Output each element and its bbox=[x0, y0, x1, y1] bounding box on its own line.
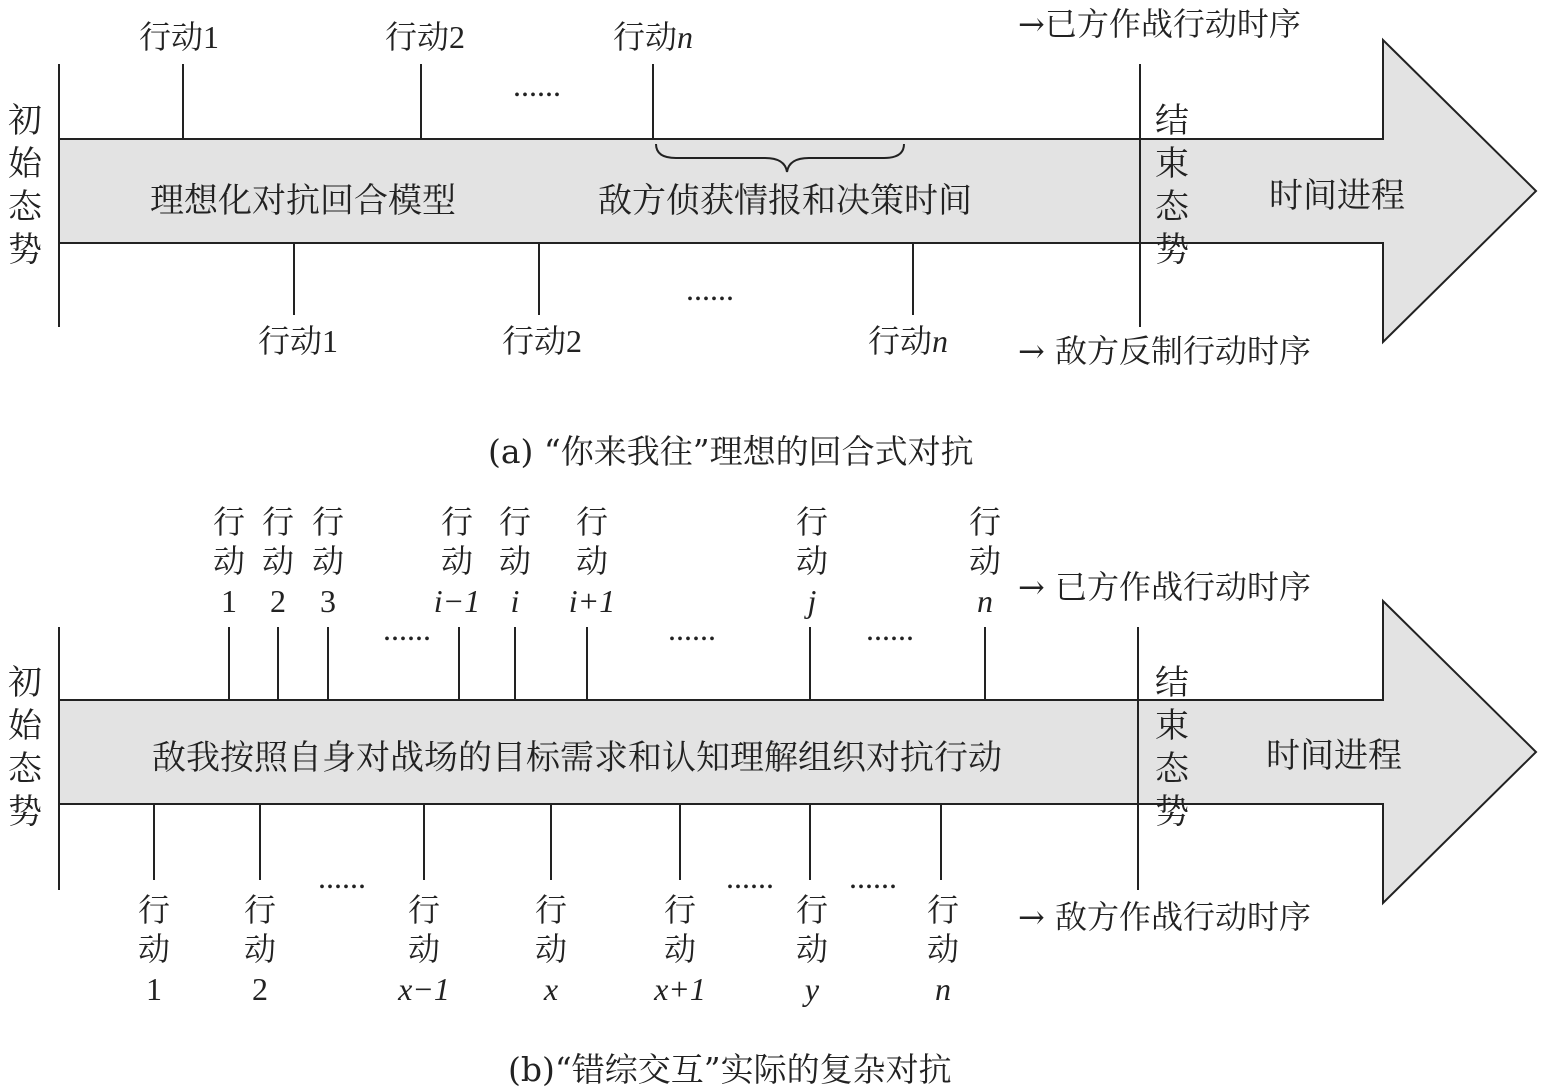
top-action-label-a: 行动n bbox=[613, 18, 694, 56]
start-state-char: 初 bbox=[8, 663, 42, 703]
svg-text:动: 动 bbox=[663, 930, 697, 968]
arrow-text-a: 时间进程 bbox=[1269, 176, 1405, 216]
svg-text:行: 行 bbox=[534, 891, 568, 929]
svg-text:行: 行 bbox=[575, 503, 609, 541]
svg-text:行: 行 bbox=[407, 891, 441, 929]
svg-text:行: 行 bbox=[663, 891, 697, 929]
svg-text:动: 动 bbox=[534, 930, 568, 968]
start-state-char: 始 bbox=[8, 706, 42, 746]
svg-text:1: 1 bbox=[221, 583, 237, 619]
svg-text:行: 行 bbox=[440, 503, 474, 541]
top-action-label-b bbox=[262, 503, 294, 619]
svg-text:动: 动 bbox=[261, 542, 295, 580]
svg-text:行: 行 bbox=[926, 891, 960, 929]
end-state-char: 态 bbox=[1155, 187, 1189, 227]
svg-text:动: 动 bbox=[795, 930, 829, 968]
start-state-char: 势 bbox=[8, 792, 42, 832]
svg-text:x: x bbox=[543, 971, 559, 1007]
top-action-label-a: 行动2 bbox=[385, 18, 466, 56]
end-state-char: 束 bbox=[1155, 706, 1189, 746]
top-action-label-b bbox=[312, 503, 344, 619]
svg-text:动: 动 bbox=[137, 930, 171, 968]
box-right-text-a: 敌方侦获情报和决策时间 bbox=[598, 181, 972, 221]
end-state-char: 态 bbox=[1155, 749, 1189, 789]
svg-text:动: 动 bbox=[440, 542, 474, 580]
start-state-char: 态 bbox=[8, 187, 42, 227]
ellipsis-a-bottom: ...... bbox=[686, 271, 734, 307]
own-sequence-label-b: → 已方作战行动时序 bbox=[1018, 568, 1311, 606]
svg-text:行: 行 bbox=[795, 891, 829, 929]
end-state-char: 结 bbox=[1155, 663, 1189, 703]
enemy-sequence-label-a: → 敌方反制行动时序 bbox=[1018, 332, 1311, 370]
svg-text:x+1: x+1 bbox=[654, 971, 706, 1007]
svg-text:动: 动 bbox=[575, 542, 609, 580]
svg-text:行: 行 bbox=[212, 503, 246, 541]
top-action-label-b bbox=[434, 503, 480, 619]
ellipsis-b-top: ...... bbox=[866, 611, 914, 647]
svg-text:1: 1 bbox=[146, 971, 162, 1007]
panel-a bbox=[8, 5, 1536, 471]
bottom-action-label-b bbox=[927, 891, 959, 1007]
svg-text:动: 动 bbox=[311, 542, 345, 580]
bottom-action-label-b bbox=[535, 891, 567, 1007]
box-text-b: 敌我按照自身对战场的目标需求和认知理解组织对抗行动 bbox=[152, 738, 1002, 778]
svg-text:i+1: i+1 bbox=[568, 583, 616, 619]
svg-text:行: 行 bbox=[311, 503, 345, 541]
start-state-char: 态 bbox=[8, 749, 42, 789]
start-state-char: 初 bbox=[8, 101, 42, 141]
bottom-action-label-b bbox=[796, 891, 828, 1007]
caption-b: (b)“错综交互”实际的复杂对抗 bbox=[508, 1050, 952, 1088]
svg-text:行: 行 bbox=[498, 503, 532, 541]
svg-text:y: y bbox=[804, 971, 820, 1007]
svg-text:动: 动 bbox=[795, 542, 829, 580]
bottom-action-label-a: 行动2 bbox=[502, 322, 583, 360]
svg-text:行: 行 bbox=[795, 503, 829, 541]
bottom-action-label-a: 行动1 bbox=[258, 322, 339, 360]
svg-text:x−1: x−1 bbox=[398, 971, 450, 1007]
top-action-label-b bbox=[969, 503, 1001, 619]
arrow-text-b: 时间进程 bbox=[1266, 736, 1402, 776]
svg-text:动: 动 bbox=[968, 542, 1002, 580]
svg-text:行: 行 bbox=[261, 503, 295, 541]
svg-text:j: j bbox=[807, 583, 817, 619]
end-state-char: 势 bbox=[1155, 792, 1189, 832]
svg-text:动: 动 bbox=[498, 542, 532, 580]
bottom-action-label-b bbox=[244, 891, 276, 1007]
box-left-text-a: 理想化对抗回合模型 bbox=[150, 181, 456, 221]
bottom-action-label-a: 行动n bbox=[868, 322, 949, 360]
ellipsis-a-top: ...... bbox=[513, 67, 561, 103]
start-state-char: 始 bbox=[8, 144, 42, 184]
enemy-sequence-label-b: → 敌方作战行动时序 bbox=[1018, 898, 1311, 936]
panel-b bbox=[8, 503, 1536, 1088]
end-state-char: 束 bbox=[1155, 144, 1189, 184]
end-state-char: 势 bbox=[1155, 230, 1189, 270]
svg-text:i: i bbox=[510, 583, 520, 619]
top-action-label-b bbox=[796, 503, 828, 619]
svg-text:3: 3 bbox=[320, 583, 336, 619]
svg-text:2: 2 bbox=[252, 971, 268, 1007]
end-state-char: 结 bbox=[1155, 101, 1189, 141]
start-state-char: 势 bbox=[8, 230, 42, 270]
bottom-action-label-b bbox=[653, 891, 706, 1007]
svg-text:i−1: i−1 bbox=[433, 583, 481, 619]
svg-text:2: 2 bbox=[270, 583, 286, 619]
svg-text:动: 动 bbox=[212, 542, 246, 580]
caption-a: (a) “你来我往”理想的回合式对抗 bbox=[488, 432, 974, 471]
ellipsis-b-bottom: ...... bbox=[726, 859, 774, 895]
top-action-label-a: 行动1 bbox=[139, 18, 220, 56]
svg-text:行: 行 bbox=[968, 503, 1002, 541]
svg-text:n: n bbox=[977, 583, 993, 619]
top-action-label-b bbox=[569, 503, 615, 619]
top-action-label-b bbox=[213, 503, 245, 619]
ellipsis-b-bottom: ...... bbox=[849, 859, 897, 895]
svg-text:动: 动 bbox=[407, 930, 441, 968]
svg-text:行: 行 bbox=[243, 891, 277, 929]
ellipsis-b-bottom: ...... bbox=[318, 859, 366, 895]
svg-text:n: n bbox=[935, 971, 951, 1007]
ellipsis-b-top: ...... bbox=[668, 611, 716, 647]
own-sequence-label-a: →已方作战行动时序 bbox=[1018, 5, 1301, 43]
bottom-action-label-b bbox=[397, 891, 450, 1007]
svg-text:动: 动 bbox=[243, 930, 277, 968]
top-action-label-b bbox=[499, 503, 531, 619]
svg-text:动: 动 bbox=[926, 930, 960, 968]
ellipsis-b-top: ...... bbox=[383, 611, 431, 647]
bottom-action-label-b bbox=[138, 891, 170, 1007]
svg-text:行: 行 bbox=[137, 891, 171, 929]
